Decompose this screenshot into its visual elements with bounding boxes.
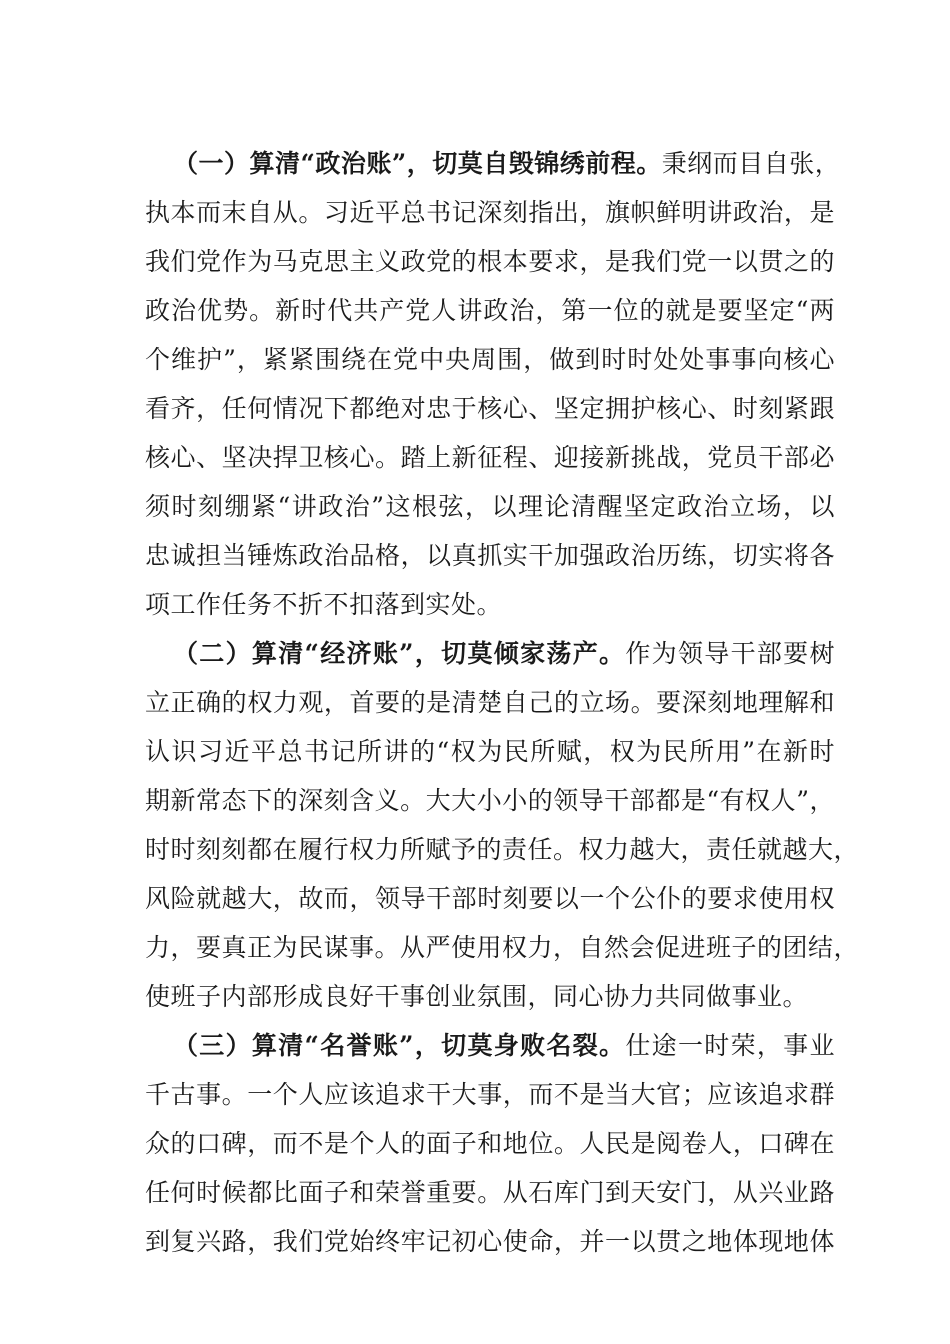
paragraph-line: 核心、坚决捍卫核心。踏上新征程、迎接新挑战，党员干部必	[145, 443, 835, 472]
paragraph-heading: （一）算清“政治账”，切莫自毁锦绣前程。	[173, 149, 662, 178]
paragraph-reputation-account	[145, 1021, 835, 1266]
paragraph-line: 认识习近平总书记所讲的“权为民所赋，权为民所用”在新时	[145, 737, 835, 766]
paragraph-text: 秉纲而目自张，	[661, 149, 841, 178]
paragraph-line	[145, 1021, 835, 1070]
paragraph-heading: （三）算清“名誉账”，切莫身败名裂。	[173, 1031, 626, 1060]
paragraph-text: 作为领导干部要树	[625, 639, 835, 668]
paragraph-heading: （二）算清“经济账”，切莫倾家荡产。	[173, 639, 626, 668]
paragraph-line: 个维护”，紧紧围绕在党中央周围，做到时时处处事事向核心	[145, 345, 835, 374]
paragraph-line	[145, 629, 835, 678]
paragraph-political-account	[145, 139, 841, 629]
paragraph-line: 千古事。一个人应该追求干大事，而不是当大官；应该追求群	[145, 1080, 835, 1109]
paragraph-line	[145, 139, 841, 188]
paragraph-line: 立正确的权力观，首要的是清楚自己的立场。要深刻地理解和	[145, 688, 835, 717]
paragraph-line: 须时刻绷紧“讲政治”这根弦，以理论清醒坚定政治立场，以	[145, 492, 835, 521]
paragraph-text: 仕途一时荣，事业	[625, 1031, 835, 1060]
paragraph-line: 项工作任务不折不扣落到实处。	[145, 590, 503, 619]
paragraph-line: 政治优势。新时代共产党人讲政治，第一位的就是要坚定“两	[145, 296, 835, 325]
paragraph-line: 忠诚担当锤炼政治品格，以真抓实干加强政治历练，切实将各	[145, 541, 835, 570]
paragraph-line: 看齐，任何情况下都绝对忠于核心、坚定拥护核心、时刻紧跟	[145, 394, 835, 423]
paragraph-economic-account	[145, 629, 860, 1021]
paragraph-line: 风险就越大，故而，领导干部时刻要以一个公仆的要求使用权	[145, 884, 835, 913]
paragraph-line: 任何时候都比面子和荣誉重要。从石库门到天安门，从兴业路	[145, 1178, 835, 1207]
paragraph-line: 时时刻刻都在履行权力所赋予的责任。权力越大，责任就越大，	[145, 835, 860, 864]
paragraph-line: 使班子内部形成良好干事创业氛围，同心协力共同做事业。	[145, 982, 809, 1011]
document-body	[145, 139, 860, 1266]
paragraph-line: 我们党作为马克思主义政党的根本要求，是我们党一以贯之的	[145, 247, 835, 276]
paragraph-line: 执本而末自从。习近平总书记深刻指出，旗帜鲜明讲政治，是	[145, 198, 835, 227]
paragraph-line: 力，要真正为民谋事。从严使用权力，自然会促进班子的团结，	[145, 933, 860, 962]
paragraph-line: 期新常态下的深刻含义。大大小小的领导干部都是“有权人”，	[145, 786, 835, 815]
paragraph-line: 众的口碑，而不是个人的面子和地位。人民是阅卷人，口碑在	[145, 1129, 835, 1158]
paragraph-line: 到复兴路，我们党始终牢记初心使命，并一以贯之地体现地体	[145, 1227, 835, 1256]
